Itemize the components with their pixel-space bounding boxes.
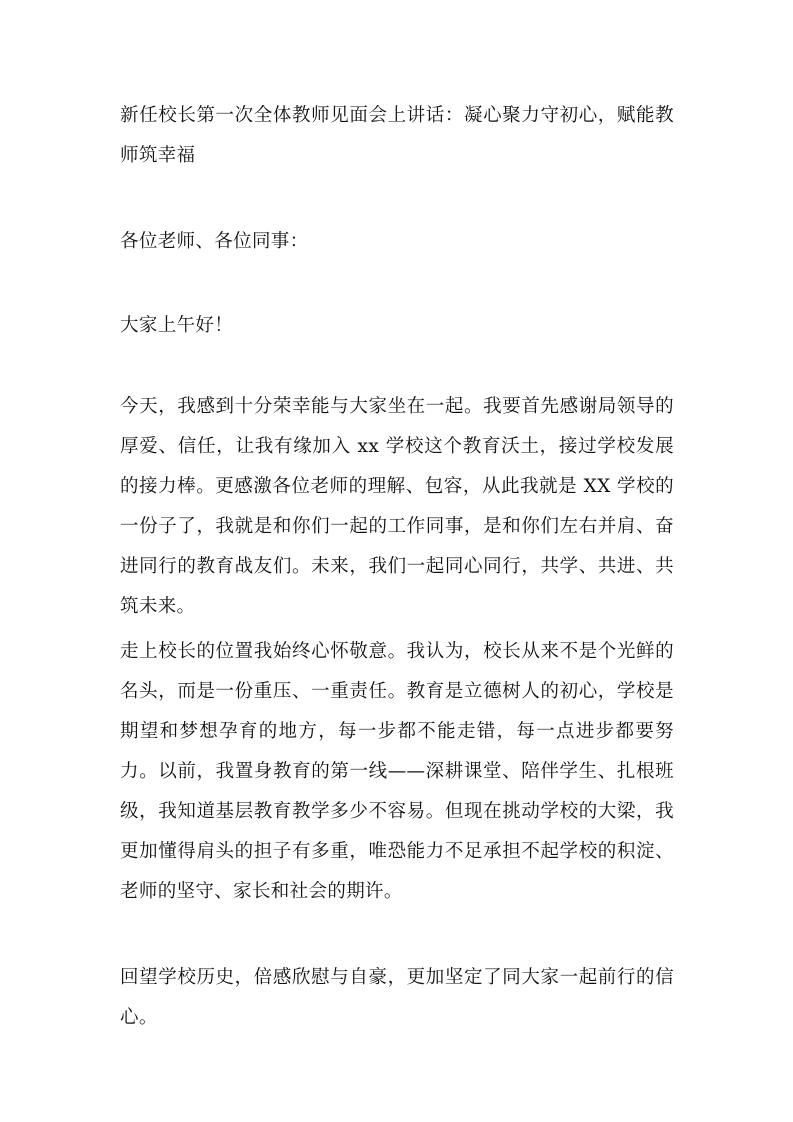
paragraph: 走上校长的位置我始终心怀敬意。我认为，校长从来不是个光鲜的名头，而是一份重压、一重责任。教育是立德树人的初心，学校是期望和梦想孕育的地方，每一步都不能走错，每一点进步都要努力。以前，我置身教育的第一线——深耕课堂、陪伴学生、扎根班级，我知道基层教育教学多少不容易。但现在挑动学校的大梁，我更加懂得肩头的担子有多重，唯恐能力不足承担不起学校的积淀、老师的坚守、家长和社会的期许。 bbox=[120, 641, 674, 902]
paragraph: 回望学校历史，倍感欣慰与自豪，更加坚定了同大家一起前行的信心。 bbox=[120, 967, 674, 1028]
salutation: 各位老师、各位同事： bbox=[120, 231, 309, 252]
document-title: 新任校长第一次全体教师见面会上讲话：凝心聚力守初心，赋能教师筑幸福 bbox=[120, 105, 674, 166]
paragraph: 今天，我感到十分荣幸能与大家坐在一起。我要首先感谢局领导的厚爱、信任，让我有缘加入 xx 学校这个教育沃土，接过学校发展的接力棒。更感激各位老师的理解、包容，从此我就是 XX 学校的一份子了，我就是和你们一起的工作同事，是和你们左右并肩、奋进同行的教育战友们。未来，我们一起同心同行，共学、共进、共筑未来。 bbox=[120, 396, 674, 617]
greeting: 大家上午好！ bbox=[120, 315, 234, 336]
